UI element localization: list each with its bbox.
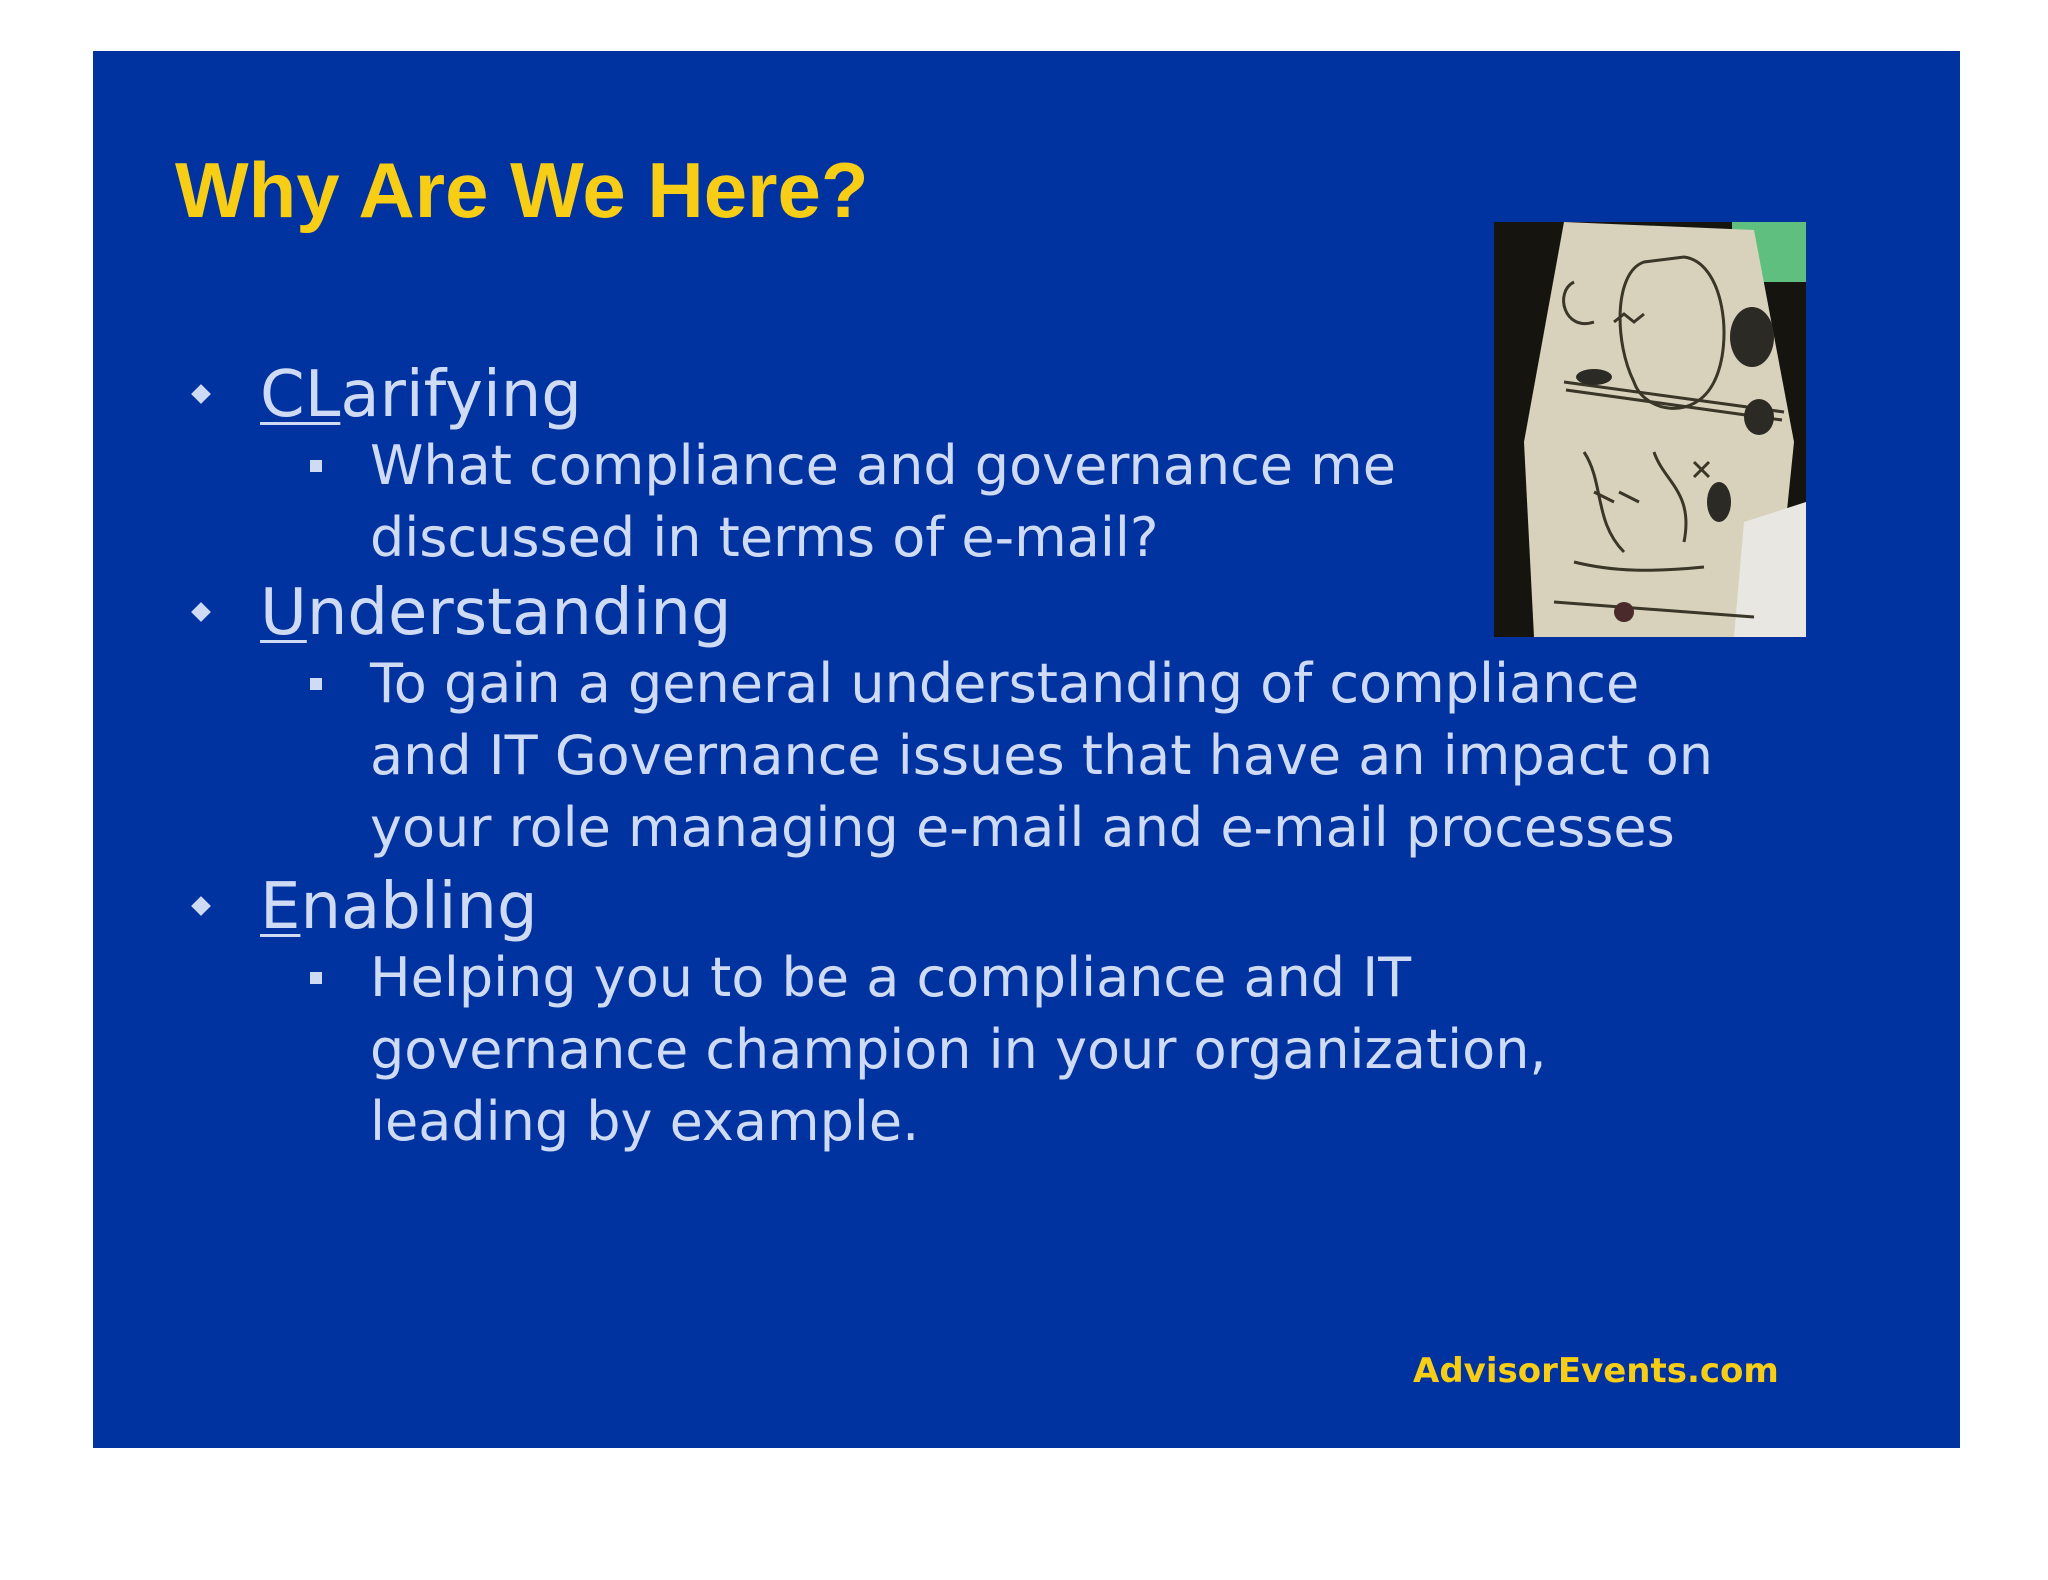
clarifying-sub-line-1: What compliance and governance me (370, 434, 1396, 497)
diamond-bullet-icon (191, 384, 211, 404)
enabling-sub-line-3: leading by example. (370, 1090, 920, 1153)
bullet-clarifying (260, 358, 582, 432)
bullet-understanding-lead: U (260, 576, 307, 650)
bullet-clarifying-rest: arifying (340, 358, 582, 432)
bullet-clarifying-lead: CL (260, 358, 341, 432)
understanding-sub-line-3: your role managing e-mail and e-mail processes (370, 796, 1675, 859)
slide-title: Why Are We Here? (175, 146, 869, 234)
bullet-enabling (260, 870, 538, 944)
bullet-understanding-rest: nderstanding (306, 576, 732, 650)
enabling-sub-line-1: Helping you to be a compliance and IT (370, 946, 1412, 1009)
footer-website: AdvisorEvents.com (1413, 1351, 1779, 1391)
diamond-bullet-icon (191, 896, 211, 916)
enabling-sub-line-2: governance champion in your organization, (370, 1018, 1547, 1081)
understanding-sub-line-1: To gain a general understanding of compliance (370, 652, 1640, 715)
bullet-enabling-lead: E (260, 870, 301, 944)
bullet-understanding (260, 576, 732, 650)
diamond-bullet-icon (191, 602, 211, 622)
understanding-sub-line-2: and IT Governance issues that have an impact on (370, 724, 1714, 787)
bullet-enabling-rest: nabling (300, 870, 538, 944)
slide (93, 51, 1960, 1448)
notebook-sketch-photo (1494, 222, 1806, 637)
clarifying-sub-line-2: discussed in terms of e-mail? (370, 506, 1159, 569)
square-bullet-icon (310, 460, 322, 472)
square-bullet-icon (310, 972, 322, 984)
square-bullet-icon (310, 678, 322, 690)
